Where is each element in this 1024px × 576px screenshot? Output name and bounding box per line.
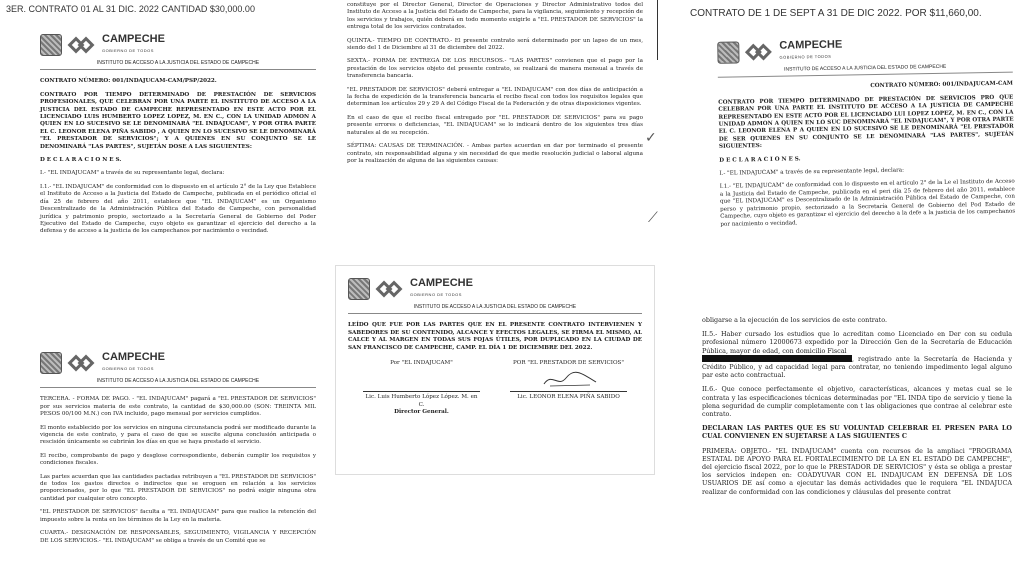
para-septima: SÉPTIMA: CAUSAS DE TERMINACIÓN. - Ambas partes acuerdan en dar por terminado el presente contrato, sin responsabilidad alguna y sin necesidad de que medie resolución judicial o laboral alguna por la realización de alguna de las siguientes causas:: [347, 143, 643, 164]
contract-number: CONTRATO NÚMERO: 001/INDAJUCAM-CAM/PSP/2022.: [40, 78, 217, 85]
contract-page-5: [705, 24, 1024, 285]
institute-name: INSTITUTO DE ACCESO A LA JUSTICIA DEL ESTADO DE CAMPECHE: [348, 304, 642, 314]
institute-name: INSTITUTO DE ACCESO A LA JUSTICIA DEL ESTADO DE CAMPECHE: [718, 63, 1013, 79]
para-errores: En el caso de que el recibo fiscal entregado por "EL PRESTADOR DE SERVICIOS" para su pago presente errores o deficiencias, "EL INDAJUCAM" se lo indicará dentro de los siguientes tres días naturales al de su recepción.: [347, 114, 643, 136]
state-seal-icon: [717, 41, 739, 63]
brand-name: CAMPECHE GOBIERNO DE TODOS: [779, 38, 843, 60]
state-seal-icon: [348, 278, 370, 300]
declaration-i1: I.1.- "EL INDAJUCAM" de conformidad con lo dispuesto en el artículo 2° de la Ley que Establece el Instituto de Acceso a la Justicia del Estado de Campeche, publicada en el periódico oficial el día 25 de febrero del año 2011, establece que "EL INDAJUCAM" es un Organismo Descentralizado de la Administración Pública del Estado de Campeche, con personalidad jurídica y patrimonio propio, sectorizado a la Secretaría General de Gobierno del Poder Ejecutivo del Estado de Campeche, cuyo objeto es garantizar el ejercicio del derecho a la defensa y de acceso a la justicia de los campechanos por nacimiento o vecindad.: [40, 183, 316, 235]
logo-header: [717, 37, 1012, 64]
closing-statement: LEÍDO QUE FUE POR LAS PARTES QUE EN EL PRESENTE CONTRATO INTERVIENEN Y SABEDORES DE SU CONTENIDO, ALCANCE Y EFECTOS LEGALES, SE FIRMA EL MISMO, AL CALCE Y AL MARGEN EN TODAS SUS FOJAS ÚTILES, POR DUPLICADO EN LA CIUDAD DE SAN FRANCISCO DE CAMPECHE, CAMP. EL DÍA 1 DE DICIEMBRE DEL 2022.: [348, 322, 642, 351]
para-obligarse: obligarse a la ejecución de los servicios de este contrato.: [702, 316, 887, 324]
campeche-logo-icon: [68, 36, 96, 54]
para-tercera: TERCERA. - FORMA DE PAGO. - "EL INDAJUCAM" pagará a "EL PRESTADOR DE SERVICIOS" por sus servicios materia de este contrato, la cantidad de $30,000.00 (SON: TREINTA MIL PESOS 00/100 M.N.) con IVA incluido, pago mensual por servicios cumplidos.: [40, 396, 316, 418]
contract-page-3: [28, 340, 328, 576]
contract-page-6: [690, 312, 1024, 576]
contract-page-2: [335, 0, 655, 258]
caption-left: 3ER. CONTRATO 01 AL 31 DIC. 2022 CANTIDAD $30,000.00: [6, 4, 255, 14]
signature-lines: [348, 375, 642, 416]
brand-name: CAMPECHE GOBIERNO DE TODOS: [410, 277, 473, 297]
signature-block: [348, 360, 642, 367]
para-recibo: "EL PRESTADOR DE SERVICIOS" deberá entregar a "EL INDAJUCAM" con dos días de anticipación a la fecha de expedición de la transferencia bancaria el recibo fiscal con todos los requisitos legales que determinan los artículos 29 y 29 A del Código Fiscal de la Federación y de otras disposiciones vigentes.: [347, 86, 643, 108]
logo-header: [40, 34, 316, 56]
parties-declare: DECLARAN LAS PARTES QUE ES SU VOLUNTAD CELEBRAR EL PRESEN PARA LO CUAL CONVIENEN EN SUJETARSE A LAS SIGUIENTES C: [702, 424, 1012, 441]
campeche-logo-icon: [68, 354, 96, 372]
signer-left: Lic. Luis Humberto López López. M. en C.: [365, 394, 478, 408]
check-mark-icon: ✓: [645, 130, 657, 146]
logo-header: [348, 278, 642, 300]
para-cuarta: CUARTA.- DESIGNACIÓN DE RESPONSABLES, SEGUIMIENTO, VIGILANCIA Y RECEPCIÓN DE LOS SERVICIOS.- "EL INDAJUCAM" se obliga a través de un Comité que se: [40, 530, 316, 544]
declarations-heading: D E C L A R A C I O N E S.: [719, 156, 801, 164]
check-mark-icon: ⟋: [648, 210, 658, 226]
campeche-logo-icon: [376, 280, 404, 298]
brand-name: CAMPECHE GOBIERNO DE TODOS: [102, 33, 165, 53]
brand-name: CAMPECHE GOBIERNO DE TODOS: [102, 351, 165, 371]
para-quinta: QUINTA.- TIEMPO DE CONTRATO.- El presente contrato será determinado por un lapso de un mes, siendo del 1 de Diciembre al 31 de diciembre del 2022.: [347, 37, 643, 52]
signer-right: Lic. LEONOR ELENA PIÑA SABIDO: [517, 394, 620, 401]
logo-header: [40, 352, 316, 374]
handwritten-signature: [540, 368, 600, 390]
institute-name: INSTITUTO DE ACCESO A LA JUSTICIA DEL ESTADO DE CAMPECHE: [40, 378, 316, 388]
redaction-bar: [702, 355, 852, 362]
contract-page-1: [28, 22, 328, 332]
contract-page-4: [335, 265, 655, 475]
para-recibo-fiscal: El recibo, comprobante de pago y desglose correspondiente, deberán cumplir los requisitos y condiciones fiscales.: [40, 452, 316, 467]
for-indajucam: Por "EL INDAJUCAM": [390, 360, 453, 367]
para-primera: PRIMERA: OBJETO.- "EL INDAJUCAM" cuenta con recursos de la ampliaci "PROGRAMA ESTATAL DE APOYO PARA EL FORTALECIMIENTO DE LA EN EL ESTADO DE CAMPECHE", del ejercicio fiscal 2022, por lo que le PRESTADOR DE SERVICIOS" y ésta se obliga a prestar los servicios indepen en: COADYUVAR CON EL INDAJUCAM EN DEFENSA DE LOS USUARIOS DE así como a ejecutar las demás actividades que le requiera "EL INDAJUCA realizar de conformidad con las condiciones y cláusulas del presente contrat: [702, 446, 1012, 496]
para-retencion: "EL PRESTADOR DE SERVICIOS" faculta a "EL INDAJUCAM" para que realice la retención del impuesto sobre la renta en los términos de la Ley en la materia.: [40, 509, 316, 523]
signer-left-title: Director General.: [394, 409, 449, 416]
para-gastos: Las partes acuerdan que las cantidades pactadas retribuyen a "EL PRESTADOR DE SERVICIOS" de todos los gastos directos o indirectos que se eroguen en relación a los servicios proporcionados, por lo que "EL PRESTADOR DE SERVICIOS" no podrá exigir ninguna otra cantidad por cualquier otro concepto.: [40, 473, 316, 502]
para-sexta: SEXTA.- FORMA DE ENTREGA DE LOS RECURSOS.- "LAS PARTES" convienen que el pago por la prestación de los servicios objeto del presente contrato, se realizará de manera mensual a través de transferencia bancaria.: [347, 58, 643, 80]
for-prestador: POR "EL PRESTADOR DE SERVICIOS": [513, 360, 624, 367]
declaration-i: I.- "EL INDAJUCAM" a través de su representante legal, declara:: [719, 167, 905, 177]
state-seal-icon: [40, 34, 62, 56]
declaration-i: I.- "EL INDAJUCAM" a través de su representante legal, declara:: [40, 170, 225, 177]
state-seal-icon: [40, 352, 62, 374]
para-monto: El monto establecido por los servicios en ninguna circunstancia podrá ser modificado durante la vigencia de este contrato, y para el caso de que se suscite alguna conclusión anticipada o rescisión únicamente se cubrirán los días en que se haya prestado el servicio.: [40, 424, 316, 446]
caption-right: CONTRATO DE 1 DE SEPT A 31 DE DIC 2022. POR $11,660,00.: [690, 8, 982, 19]
para-ii6: II.6.- Que conoce perfectamente el objetivo, características, alcances y metas cual se le contrata y las especificaciones técnicas determinadas por "EL INDA tipo de servicio y tiene la plena seguridad de cumplir completamente con t las obligaciones que contrae al celebrar este contrato.: [702, 385, 1012, 419]
contract-intro: CONTRATO POR TIEMPO DETERMINADO DE PRESTACIÓN DE SERVICIOS PROFESIONALES, QUE CELEBRAN POR UNA PARTE EL INSTITUTO DE ACCESO A LA JUSTICIA DEL ESTADO DE CAMPECHE REPRESENTADO EN ESTE ACTO POR EL LICENCIADO LUIS HUMBERTO LOPEZ LOPEZ, M. EN C., CON LA UNIDAD ADMON A QUIEN EN LO SUCESIVO SE LE DENOMINARÁ "EL INDAJUCAM", Y POR OTRA PARTE EL C. LEONOR ELENA PIÑA SABIDO , A QUIEN EN LO SUCESIVO SE LE DENOMINARÁ "EL PRESTADOR DE SERVICIOS"; Y A QUIENES EN SU CONJUNTO SE LE DENOMINARÁ "LAS PARTES", SUJETÁN DOSE A LAS SIGUIENTES:: [40, 91, 316, 150]
contract-intro: CONTRATO POR TIEMPO DETERMINADO DE PRESTACIÓN DE SERVICIOS PRO QUE CELEBRAN POR UNA PARTE EL INSTITUTO DE ACCESO A LA JUSTICIA DE CAMPECHE REPRESENTADO EN ESTE ACTO POR EL LICENCIADO LUI LOPEZ LOPEZ, M. EN C., CON LA UNIDAD ADMON A QUIEN EN LO SUC DENOMINARÁ "EL INDAJUCAM", Y POR OTRA PARTE EL C. LEONOR ELENA P A QUIEN EN LO SUCESIVO SE LE DENOMINARÁ "EL PRESTADOR DE SER QUIENES EN SU CONJUNTO SE LE DENOMINARÁ "LAS PARTES", SUJETÁN SIGUIENTES:: [718, 94, 1014, 151]
para-ii5: II.5.- Haber cursado los estudios que lo acreditan como Licenciado en Der con su cedula profesional número 12000673 expedido por la Dirección Gen de la Secretaría de Educación Pública, mayor de edad, con domicilio Fiscal , registrado ante la Secretaría de Hacienda y Crédito Público, y ad capacidad legal para contratar, no teniendo impedimento legal alguno par este acto contractual.: [702, 330, 1012, 380]
declarations-heading: D E C L A R A C I O N E S.: [40, 157, 122, 164]
contract-number: CONTRATO NÚMERO: 001/INDAJUCAM-CAM: [870, 81, 1014, 90]
para-committee: constituye por el Director General, Director de Operaciones y Director Administrativo todos del Instituto de Acceso a la Justicia del Estado de Campeche, para la vigilancia, seguimiento y recepción de los servicios y trabajos, quién deberá en todo momento exigirle a "EL PRESTADOR DE SERVICIOS" la entrega total de los servicios contratados.: [347, 2, 643, 31]
institute-name: INSTITUTO DE ACCESO A LA JUSTICIA DEL ESTADO DE CAMPECHE: [40, 60, 316, 70]
campeche-logo-icon: [745, 43, 773, 61]
declaration-i1: I.1.- "EL INDAJUCAM" de conformidad con lo dispuesto en el artículo 2° de la Le el Instituto de Acceso a la Justicia del Estado de Campeche, publicada en el peri día 25 de febrero del año 2011, establece que "EL INDAJUCAM" es Descentralizado de la Administración Pública del Estado de Campeche, con perso y patrimonio propio, sectorizado a la Secretaría General de Gobierno del Pod Estado de Campeche, cuyo objeto es garantizar el ejercicio del derecho a la defe a la justicia de los campechanos por nacimiento o vecindad.: [719, 179, 1016, 228]
